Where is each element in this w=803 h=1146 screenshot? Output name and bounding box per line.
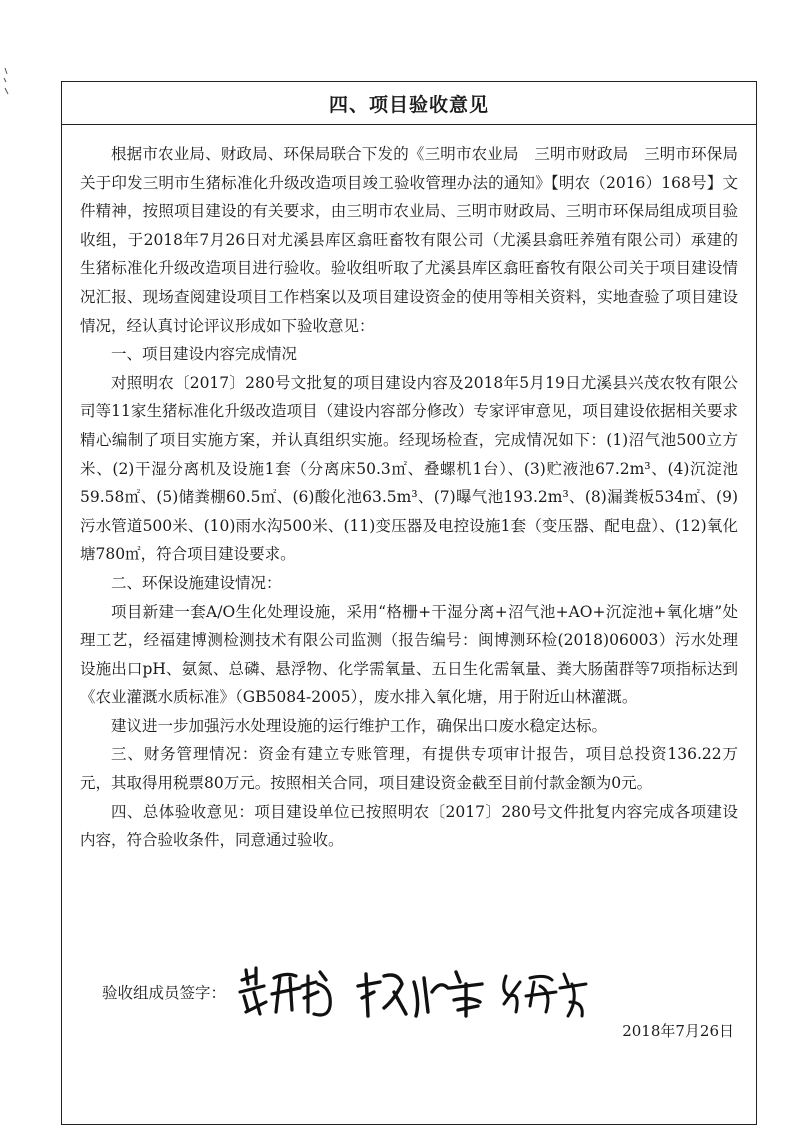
heading-environment: 二、环保设施建设情况： [111, 573, 282, 592]
section-title: 四、项目验收意见 [328, 93, 489, 116]
opinion-table [61, 81, 757, 1125]
signature-row [102, 962, 594, 1022]
construction-paragraph: 对照明农〔2017〕280号文批复的项目建设内容及2018年5月19日尤溪县兴茂农牧有限公司等11家生猪标准化升级改造项目（建设内容部分修改）专家评审意见，项目建设依据相关要求精心编制了项目实施方案，并认真组织实施。经现场检查，完成情况如下：(1)沼气池500立方米、(2)干湿分离机及设施1套（分离床50.3㎡、叠螺机1台）、(3)贮液池67.2m³、(4)沉淀池59.58㎡、(5)储粪棚60.5㎡、(6)酸化池63.5m³、(7)曝气池193.2m³、(8)漏粪板534㎡、(9)污水管道500米、(10)雨水沟500米、(11)变压器及电控设施1套（变压器、配电盘）、(12)氧化塘780㎡，符合项目建设要求。 [80, 373, 738, 564]
finance-paragraph: 三、财务管理情况：资金有建立专账管理，有提供专项审计报告，项目总投资136.22万元，其取得用税票80万元。按照相关合同，项目建设资金截至目前付款金额为0元。 [80, 745, 738, 793]
overall-opinion-paragraph: 四、总体验收意见：项目建设单位已按照明农〔2017〕280号文件批复内容完成各项建设内容，符合验收条件，同意通过验收。 [80, 802, 738, 850]
opinion-body [80, 140, 738, 855]
environment-suggestion: 建议进一步加强污水处理设施的运行维护工作，确保出口废水稳定达标。 [111, 716, 608, 735]
intro-paragraph: 根据市农业局、财政局、环保局联合下发的《三明市农业局 三明市财政局 三明市环保局关于印发三明市生猪标准化升级改造项目竣工验收管理办法的通知》【明农（2016）168号】文件精神，按照项目建设的有关要求，由三明市农业局、三明市财政局、三明市环保局组成项目验收组，于2018年7月26日对尤溪县库区翕旺畜牧有限公司（尤溪县翕旺养殖有限公司）承建的生猪标准化升级改造项目进行验收。验收组听取了尤溪县库区翕旺畜牧有限公司关于项目建设情况汇报、现场查阅建设项目工作档案以及项目建设资金的使用等相关资料，实地查验了项目建设情况，经认真讨论评议形成如下验收意见： [80, 145, 738, 335]
handwritten-signatures [234, 962, 594, 1022]
heading-construction: 一、项目建设内容完成情况 [111, 345, 298, 364]
environment-paragraph: 项目新建一套A/O生化处理设施，采用“格栅+干湿分离+沼气池+AO+沉淀池+氧化塘”处理工艺，经福建博测检测技术有限公司监测（报告编号：闽博测环检(2018)06003）污水处理设施出口pH、氨氮、总磷、悬浮物、化学需氧量、五日生化需氧量、粪大肠菌群等7项指标达到《农业灌溉水质标准》（GB5084-2005），废水排入氧化塘，用于附近山林灌溉。 [80, 602, 738, 707]
signature-label: 验收组成员签字： [102, 984, 227, 1002]
title-row [62, 82, 756, 125]
signing-date: 2018年7月26日 [622, 1022, 734, 1040]
scan-speck-mark [2, 66, 12, 96]
